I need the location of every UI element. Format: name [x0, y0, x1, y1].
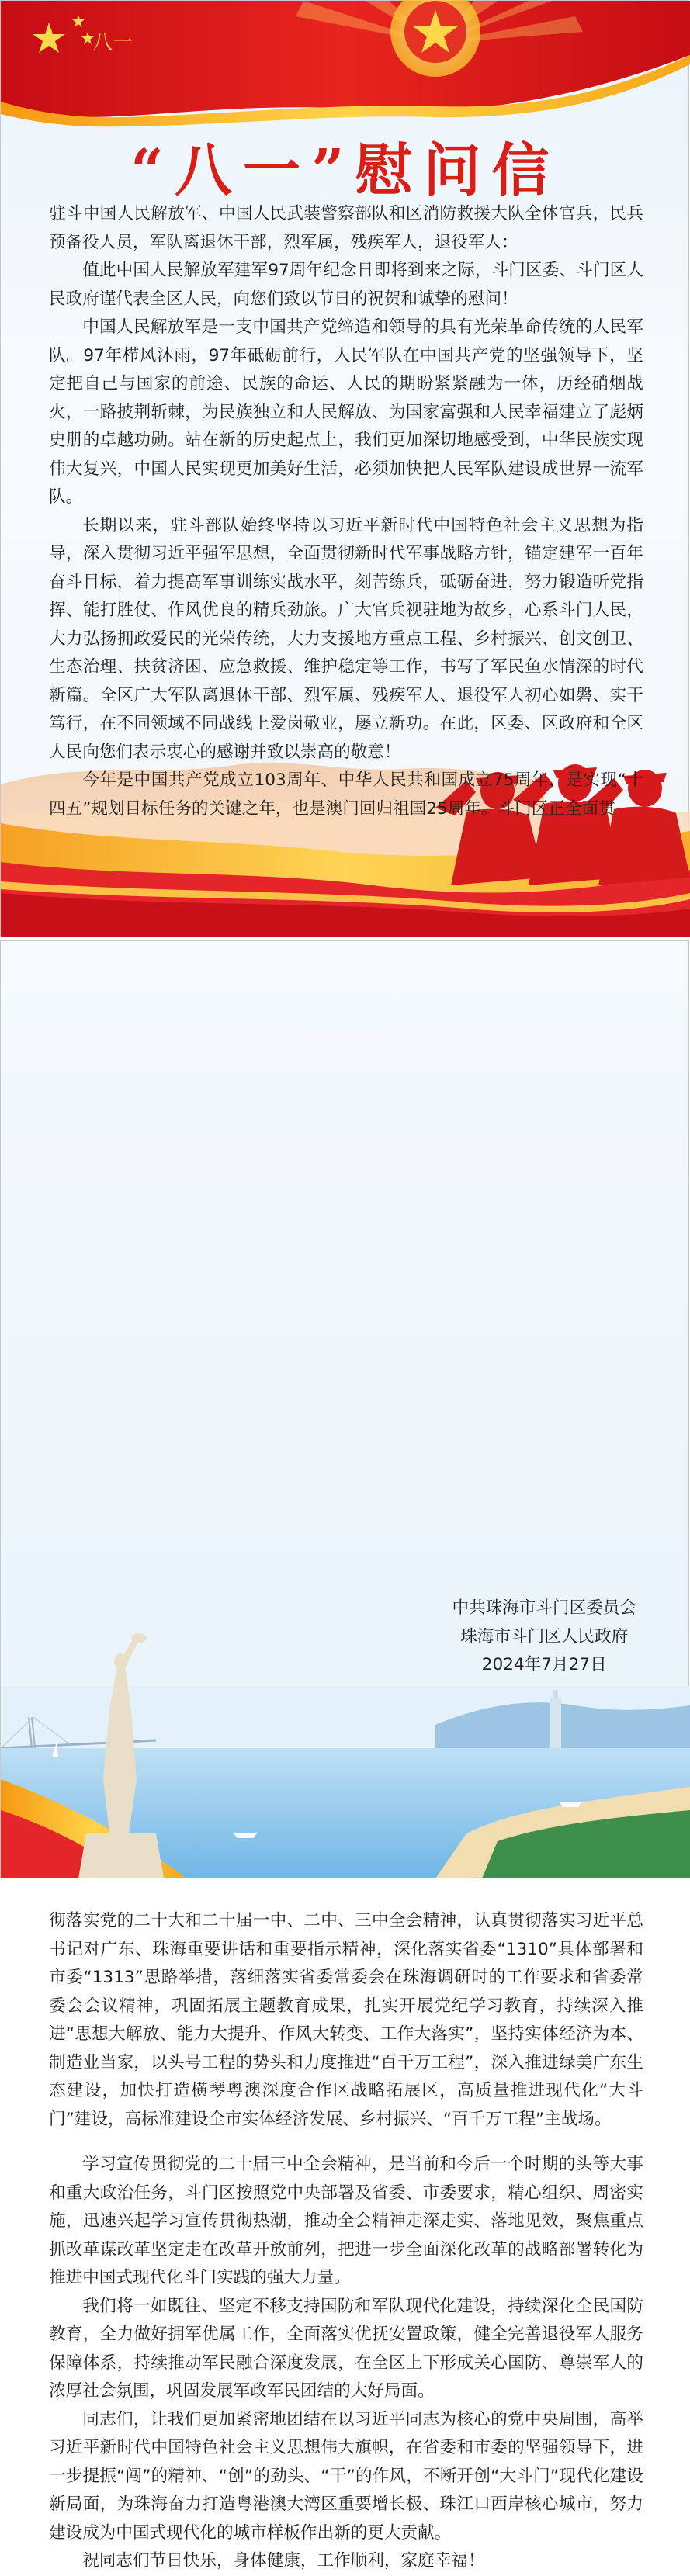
letter-page-1 — [0, 0, 689, 936]
paragraph: 今年是中国共产党成立103周年、中华人民共和国成立75周年，是实现“十四五”规划目标任务的关键之年，也是澳门回归祖国25周年。斗门区正全面贯 — [49, 770, 643, 819]
paragraph: 我们将一如既往、坚定不移支持国防和军队现代化建设，持续深化全民国防教育，全力做好拥军优属工作，全面落实优抚安置政策，健全完善退役军人服务保障体系，持续推动军民融合深度发展，在全区上下形成关心国防、尊崇军人的浓厚社会氛围，巩固发展军政军民团结的大好局面。 — [49, 2296, 643, 2401]
salutation: 驻斗中国人民解放军、中国人民武装警察部队和区消防救援大队全体官兵，民兵预备役人员，军队离退休干部，烈军属，残疾军人，退役军人： — [49, 204, 643, 252]
closing-wishes: 祝同志们节日快乐，身体健康，工作顺利，家庭幸福！ — [82, 2551, 485, 2571]
signature-block — [452, 1594, 636, 1680]
paragraph: 值此中国人民解放军建军97周年纪念日即将到来之际，斗门区委、斗门区人民政府谨代表全区人民，向您们致以节日的祝贺和诚挚的慰问！ — [49, 261, 643, 309]
letter-body-page-1 — [49, 200, 643, 823]
page-title: “八一”慰问信 — [130, 137, 560, 204]
signature-org-government: 珠海市斗门区人民政府 — [460, 1626, 629, 1646]
paragraph: 学习宣传贯彻党的二十届三中全会精神，是当前和今后一个时期的头等大事和重大政治任务，斗门区按照党中央部署及省委、市委要求，精心组织、周密实施，迅速兴起学习宣传贯彻热潮，推动全会精神走深走实、落地见效，聚焦重点抓改革谋改革坚定走在改革开放前列，把进一步全面深化改革的战略部署转化为推进中国式现代化斗门实践的强大力量。 — [49, 2155, 643, 2287]
paragraph: 彻落实党的二十大和二十届一中、二中、三中全会精神，认真贯彻落实习近平总书记对广东、珠海重要讲话和重要指示精神，深化落实省委“1310”具体部署和市委“1313”思路举措，落细落实省委常委会在珠海调研时的工作要求和省委常委会会议精神，巩固拓展主题教育成果，扎实开展党纪学习教育，持续深入推进“思想大解放、能力大提升、作风大转变、工作大落实”，坚持实体经济为本、制造业当家，以头号工程的势头和力度推进“百千万工程”，深入推进绿美广东生态建设，加快打造横琴粤澳深度合作区战略拓展区，高质量推进现代化“大斗门”建设，高标准建设全市实体经济发展、乡村振兴、“百千万工程”主战场。 — [49, 1911, 643, 2129]
signature-date: 2024年7月27日 — [481, 1655, 607, 1674]
page-2-decoration — [1, 941, 690, 1878]
paragraph: 同志们，让我们更加紧密地团结在以习近平同志为核心的党中央周围，高举习近平新时代中国特色社会主义思想伟大旗帜，在省委和市委的坚强领导下，进一步提振“闯”的精神、“创”的劲头、“干”的作风，不断开创“大斗门”现代化建设新局面，为珠海奋力打造粤港澳大湾区重要增长极、珠江口西岸核心城市，努力建设成为中国式现代化的城市样板作出新的更大贡献。 — [49, 2409, 643, 2543]
svg-text:八一: 八一 — [92, 31, 133, 54]
letter-page-2 — [0, 940, 689, 2571]
paragraph: 中国人民解放军是一支中国共产党缔造和领导的具有光荣革命传统的人民军队。97年栉风沐雨，97年砥砺前行，人民军队在中国共产党的坚强领导下，坚定把自己与国家的前途、民族的命运、人民的期盼紧紧融为一体，历经硝烟战火，一路披荆斩棘，为民族独立和人民解放、为国家富强和人民幸福建立了彪炳史册的卓越功勋。站在新的历史起点上，我们更加深切地感受到，中华民族实现伟大复兴，中国人民实现更加美好生活，必须加快把人民军队建设成世界一流军队。 — [49, 317, 643, 507]
paragraph: 长期以来，驻斗部队始终坚持以习近平新时代中国特色社会主义思想为指导，深入贯彻习近平强军思想，全面贯彻新时代军事战略方针，锚定建军一百年奋斗目标，着力提高军事训练实战水平，刻苦练兵，砥砺奋进，努力锻造听党指挥、能打胜仗、作风优良的精兵劲旅。广大官兵视驻地为故乡，心系斗门人民，大力弘扬拥政爱民的光荣传统，大力支援地方重点工程、乡村振兴、创文创卫、生态治理、扶贫济困、应急救援、维护稳定等工作，书写了军民鱼水情深的时代新篇。全区广大军队离退休干部、烈军属、残疾军人、退役军人初心如磐、实干笃行，在不同领域不同战线上爱岗敬业，屡立新功。在此，区委、区政府和全区人民向您们表示衷心的感谢并致以崇高的敬意！ — [49, 515, 643, 762]
letter-body-page-2 — [49, 1907, 643, 2576]
signature-org-party-committee: 中共珠海市斗门区委员会 — [452, 1598, 636, 1618]
